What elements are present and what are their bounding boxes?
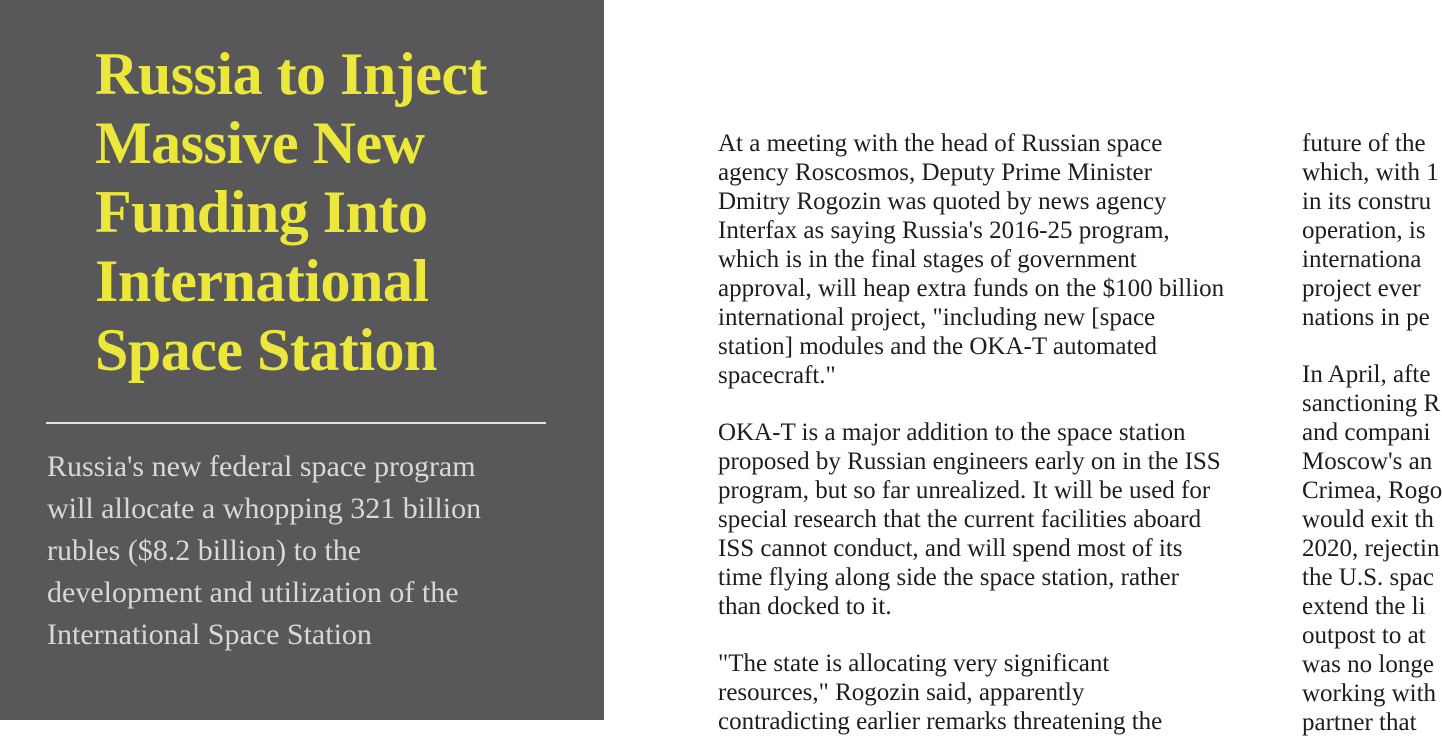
text-line: Russia's new federal space program bbox=[47, 450, 476, 483]
text-line: spacecraft." bbox=[718, 362, 836, 389]
article-headline bbox=[95, 40, 487, 385]
text-line: Funding Into bbox=[95, 179, 428, 245]
text-line: Space Station bbox=[95, 317, 437, 383]
text-line: the U.S. spac bbox=[1302, 564, 1434, 591]
text-line: partner that bbox=[1302, 709, 1417, 736]
text-line: development and utilization of the bbox=[47, 576, 459, 609]
text-line: in its constru bbox=[1302, 188, 1432, 215]
text-line: "The state is allocating very significant bbox=[718, 650, 1110, 677]
text-line: approval, will heap extra funds on the $100 billion bbox=[718, 275, 1225, 302]
article-standfirst bbox=[47, 446, 481, 656]
text-line: Crimea, Rogo bbox=[1302, 477, 1442, 504]
text-line: At a meeting with the head of Russian space bbox=[718, 130, 1163, 157]
text-line: which, with 1 bbox=[1302, 159, 1439, 186]
paragraph bbox=[1302, 129, 1440, 332]
paragraph bbox=[718, 649, 1302, 736]
text-line: special research that the current facilities aboard bbox=[718, 506, 1202, 533]
text-line: Moscow's an bbox=[1302, 448, 1433, 475]
text-line: extend the li bbox=[1302, 593, 1426, 620]
text-line: was no longe bbox=[1302, 651, 1434, 678]
text-line: and compani bbox=[1302, 419, 1431, 446]
text-line: International bbox=[95, 248, 429, 314]
text-line: outpost to at bbox=[1302, 622, 1426, 649]
text-line: project ever bbox=[1302, 275, 1421, 302]
text-line: In April, afte bbox=[1302, 361, 1431, 388]
text-line: station] modules and the OKA-T automated bbox=[718, 333, 1158, 360]
text-line: future of the bbox=[1302, 130, 1426, 157]
headline-divider bbox=[46, 422, 546, 424]
text-line: which is in the final stages of government bbox=[718, 246, 1137, 273]
hero-panel bbox=[0, 0, 604, 720]
text-line: international project, "including new [space bbox=[718, 304, 1156, 331]
text-line: ISS cannot conduct, and will spend most of its bbox=[718, 535, 1183, 562]
text-line: International Space Station bbox=[47, 618, 372, 651]
text-line: sanctioning R bbox=[1302, 390, 1441, 417]
article-column-2 bbox=[1302, 129, 1440, 737]
paragraph bbox=[718, 129, 1302, 390]
text-line: contradicting earlier remarks threatening the bbox=[718, 708, 1163, 735]
text-line: program, but so far unrealized. It will be used for bbox=[718, 477, 1211, 504]
text-line: rubles ($8.2 billion) to the bbox=[47, 534, 362, 567]
text-line: nations in pe bbox=[1302, 304, 1430, 331]
text-line: agency Roscosmos, Deputy Prime Minister bbox=[718, 159, 1152, 186]
text-line: internationa bbox=[1302, 246, 1422, 273]
article-column-1 bbox=[718, 129, 1302, 736]
text-line: Dmitry Rogozin was quoted by news agency bbox=[718, 188, 1167, 215]
text-line: than docked to it. bbox=[718, 593, 892, 620]
paragraph bbox=[718, 418, 1302, 621]
text-line: Russia to Inject bbox=[95, 41, 487, 107]
text-line: Massive New bbox=[95, 110, 425, 176]
text-line: proposed by Russian engineers early on in the ISS bbox=[718, 448, 1221, 475]
text-line: would exit th bbox=[1302, 506, 1434, 533]
paragraph bbox=[1302, 360, 1440, 737]
text-line: Interfax as saying Russia's 2016-25 program, bbox=[718, 217, 1170, 244]
text-line: operation, is bbox=[1302, 217, 1426, 244]
text-line: resources," Rogozin said, apparently bbox=[718, 679, 1085, 706]
text-line: will allocate a whopping 321 billion bbox=[47, 492, 482, 525]
text-line: OKA-T is a major addition to the space station bbox=[718, 419, 1186, 446]
text-line: time flying along side the space station, rather bbox=[718, 564, 1179, 591]
text-line: working with bbox=[1302, 680, 1437, 707]
text-line: 2020, rejectin bbox=[1302, 535, 1440, 562]
